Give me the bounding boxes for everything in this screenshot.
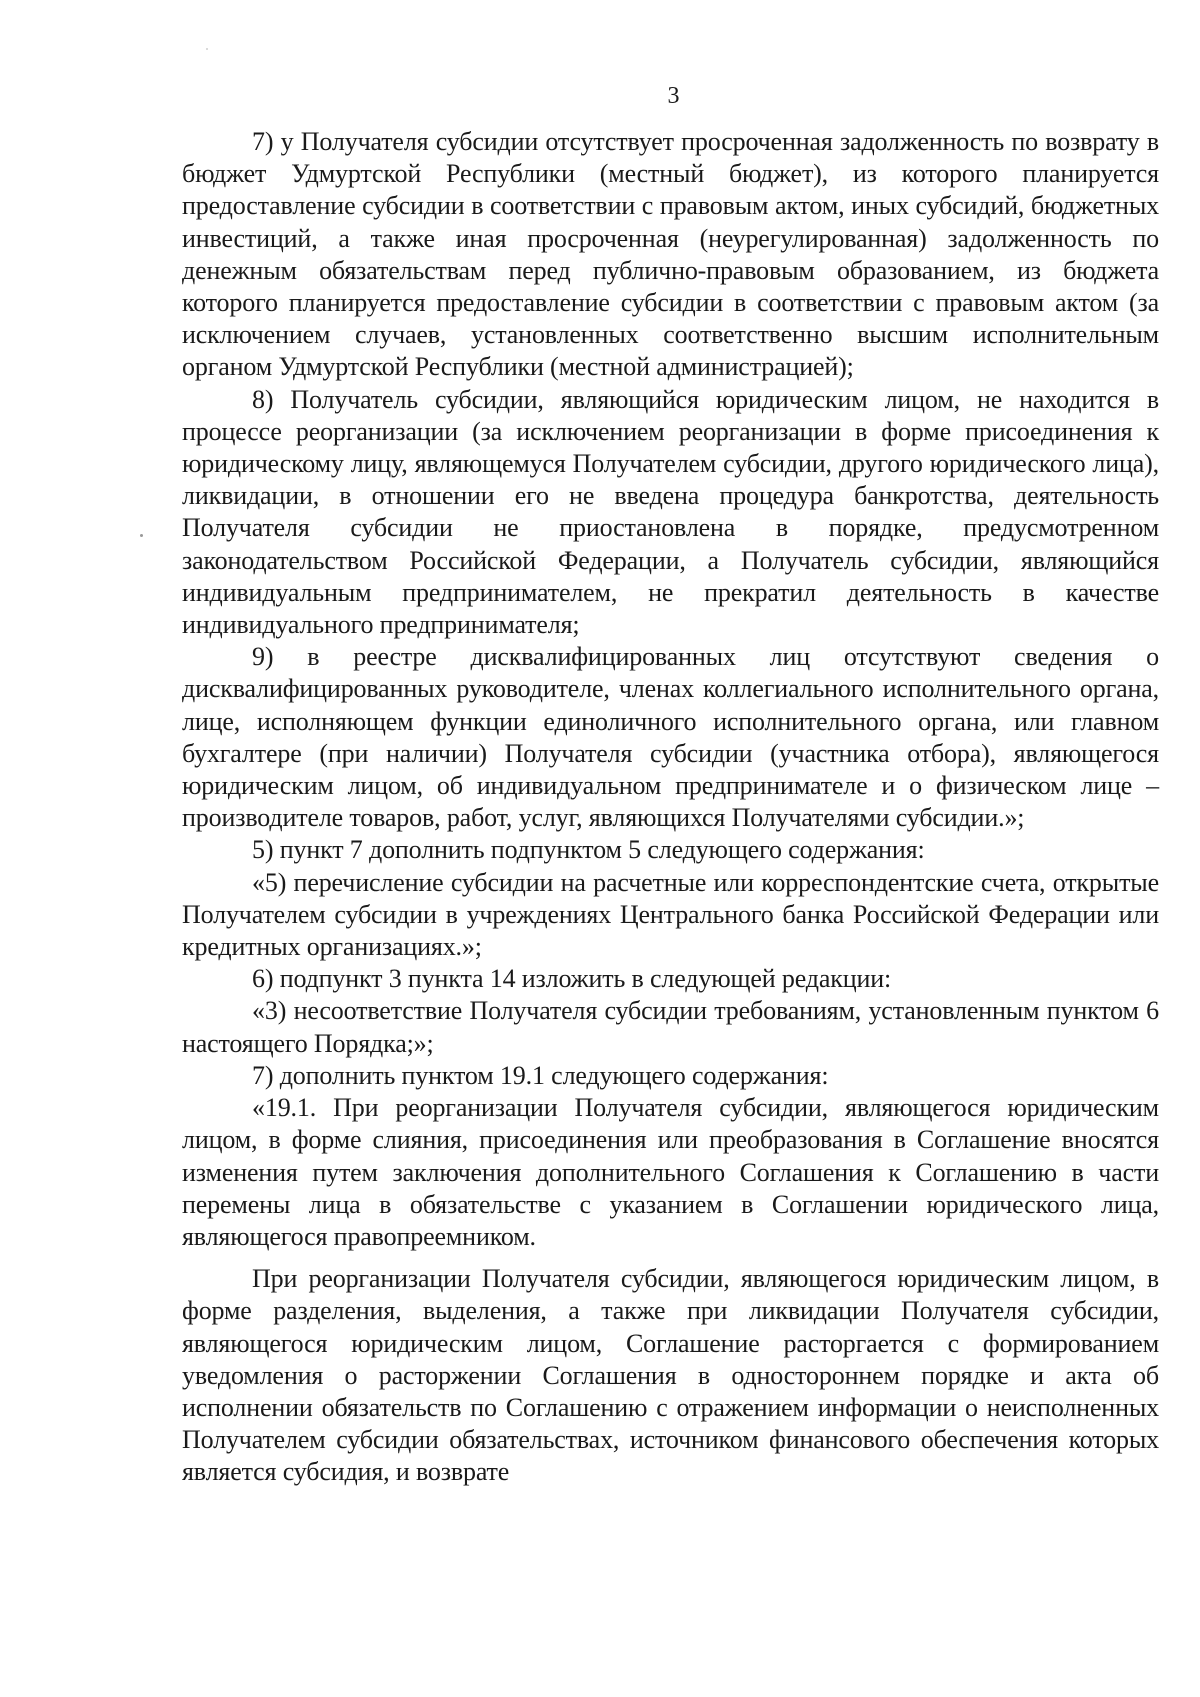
scan-speck [140, 534, 143, 537]
scan-speck [206, 48, 208, 50]
paragraph-reorganization: При реорганизации Получателя субсидии, являющегося юридическим лицом, в форме разделения, выделения, а также при ликвидации Получателя субсидии, являющегося юридическим лицом, Соглашение расторгается с формированием уведомления о расторжении Соглашения в одностороннем порядке и акта об исполнении обязательств по Соглашению с отражением информации о неисполненных Получателем субсидии обязательствах, источником финансового обеспечения которых является субсидия, и возврате [182, 1264, 1159, 1487]
document-body [182, 126, 1159, 1489]
paragraph-amendment-7: 7) дополнить пунктом 19.1 следующего содержания: [252, 1060, 829, 1090]
paragraph-amendment-5: 5) пункт 7 дополнить подпунктом 5 следующего содержания: [252, 835, 925, 865]
paragraph-quote-19-1: «19.1. При реорганизации Получателя субсидии, являющегося юридическим лицом, в форме слияния, присоединения или преобразования в Соглашение вносятся изменения путем заключения дополнительного Соглашения к Соглашению в части перемены лица в обязательстве с указанием в Соглашении юридического лица, являющегося правопреемником. [182, 1093, 1159, 1251]
paragraph-quote-5: «5) перечисление субсидии на расчетные или корреспондентские счета, открытые Получателем субсидии в учреждениях Центрального банка Российской Федерации или кредитных организациях.»; [182, 867, 1159, 962]
page-number: 3 [667, 83, 680, 109]
paragraph-item-9: 9) в реестре дисквалифицированных лиц отсутствуют сведения о дисквалифицированных руководителе, членах коллегиального исполнительного органа, лице, исполняющем функции единоличного исполнительного органа, или главном бухгалтере (при наличии) Получателя субсидии (участника отбора), являющегося юридическим лицом, об индивидуальном предпринимателе и о физическом лице – производителе товаров, работ, услуг, являющихся Получателями субсидии.»; [182, 642, 1159, 833]
paragraph-item-7: 7) у Получателя субсидии отсутствует просроченная задолженность по возврату в бюджет Удмуртской Республики (местный бюджет), из которого планируется предоставление субсидии в соответствии с правовым актом, иных субсидий, бюджетных инвестиций, а также иная просроченная (неурегулированная) задолженность по денежным обязательствам перед публично-правовым образованием, из бюджета которого планируется предоставление субсидии в соответствии с правовым актом (за исключением случаев, установленных соответственно высшим исполнительным органом Удмуртской Республики (местной администрацией); [182, 127, 1159, 382]
paragraph-quote-3: «3) несоответствие Получателя субсидии требованиям, установленным пунктом 6 настоящего Порядка;»; [182, 996, 1159, 1058]
paragraph-amendment-6: 6) подпункт 3 пункта 14 изложить в следующей редакции: [252, 964, 892, 994]
paragraph-item-8: 8) Получатель субсидии, являющийся юридическим лицом, не находится в процессе реорганизации (за исключением реорганизации в форме присоединения к юридическому лицу, являющемуся Получателем субсидии, другого юридического лица), ликвидации, в отношении его не введена процедура банкротства, деятельность Получателя субсидии не приостановлена в порядке, предусмотренном законодательством Российской Федерации, а Получатель субсидии, являющийся индивидуальным предпринимателем, не прекратил деятельность в качестве индивидуального предпринимателя; [182, 384, 1159, 640]
